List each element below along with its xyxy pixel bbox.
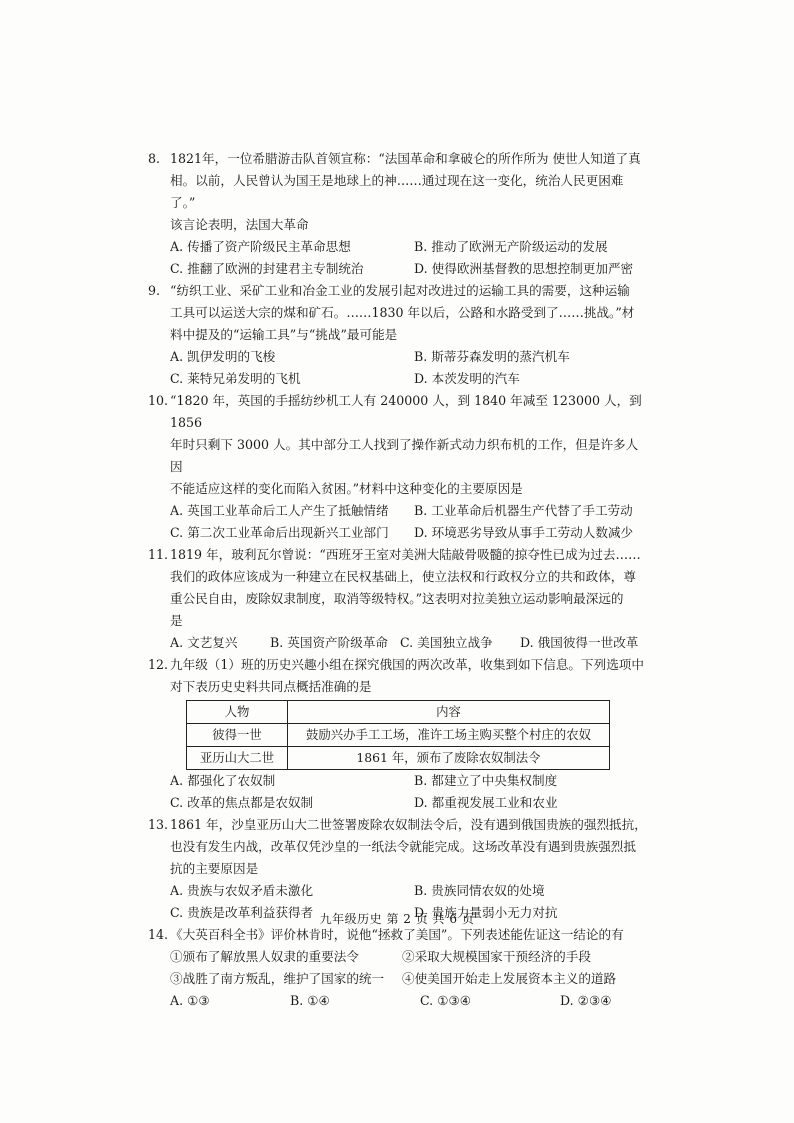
question-number: 14.: [148, 927, 169, 942]
question-text-line: 重公民自由，废除奴隶制度，取消等级特权。”这表明对拉美独立运动影响最深远的: [170, 591, 624, 606]
table-cell: 1861 年，颁布了废除农奴制法令: [288, 747, 610, 770]
question-text-line: 相。以前，人民曾认为国王是地球上的神……通过现在这一变化，统治人民更困难了。”: [170, 173, 624, 210]
table-header-cell: 内容: [288, 701, 610, 724]
question-text-line: 不能适应这样的变化而陷入贫困。”材料中这种变化的主要原因是: [170, 481, 523, 496]
question-number: 8.: [148, 151, 161, 166]
statement-group: [148, 946, 648, 990]
option-d: D. 都重视发展工业和农业: [414, 795, 558, 810]
option-b: B. 英国资产阶级革命: [270, 635, 389, 650]
option-d: D. ②③④: [560, 993, 612, 1008]
option-b: B. 推动了欧洲无产阶级运动的发展: [414, 239, 608, 254]
question-text: 1861 年，沙皇亚历山大二世签署废除农奴制法令后，没有遇到俄国贵族的强烈抵抗，: [170, 817, 647, 832]
question-9: [148, 280, 648, 390]
question-10: [148, 390, 648, 544]
statement-4: ④使美国开始走上发展资本主义的道路: [402, 971, 617, 986]
option-b: B. ①④: [290, 993, 330, 1008]
option-b: B. 都建立了中央集权制度: [414, 773, 558, 788]
option-a: A. 都强化了农奴制: [170, 773, 276, 788]
table-cell: 亚历山大二世: [187, 747, 288, 770]
question-text: 九年级（1）班的历史兴趣小组在探究俄国的两次改革，收集到如下信息。下列选项中: [170, 657, 644, 672]
option-a: A. 英国工业革命后工人产生了抵触情绪: [170, 503, 389, 518]
table-header-row: [187, 701, 610, 724]
question-12: [148, 654, 648, 814]
option-c: C. 美国独立战争: [400, 635, 493, 650]
option-c: C. ①③④: [420, 993, 472, 1008]
option-b: B. 工业革命后机器生产代替了手工劳动: [414, 503, 633, 518]
question-text-line: 该言论表明，法国大革命: [170, 217, 309, 232]
question-number: 12.: [148, 657, 169, 672]
question-text-line: 工具可以运送大宗的煤和矿石。……1830 年以后，公路和水路受到了……挑战。”材: [170, 305, 635, 320]
question-number: 9.: [148, 283, 161, 298]
option-d: D. 使得欧洲基督教的思想控制更加严密: [414, 261, 634, 276]
question-text: “纺织工业、采矿工业和冶金工业的发展引起对改进过的运输工具的需要，这种运输: [170, 283, 630, 298]
question-text-line: 也没有发生内战，改革仅凭沙皇的一纸法令就能完成。这场改革没有遇到贵族强烈抵: [170, 839, 636, 854]
question-number: 10.: [148, 393, 169, 408]
question-text-line: 我们的政体应该成为一种建立在民权基础上，使立法权和行政权分立的共和政体，尊: [170, 569, 636, 584]
question-text-line: 抗的主要原因是: [170, 861, 259, 876]
question-text-line: 料中提及的“运输工具”与“挑战”最可能是: [170, 327, 398, 342]
option-b: B. 贵族同情农奴的处境: [414, 883, 545, 898]
option-group: [148, 236, 648, 280]
option-a: A. ①③: [170, 993, 210, 1008]
option-a: A. 贵族与农奴矛盾未激化: [170, 883, 314, 898]
question-14: [148, 924, 648, 1012]
question-8: [148, 148, 648, 280]
option-d: D. 本茨发明的汽车: [414, 371, 520, 386]
statement-3: ③战胜了南方叛乱，维护了国家的统一: [170, 971, 385, 986]
question-text: “1820 年，英国的手摇纺纱机工人有 240000 人，到 1840 年减至 123000 人，到 1856: [170, 393, 642, 430]
option-group: [148, 500, 648, 544]
question-text-line: 是: [170, 613, 183, 628]
question-text-line: 年时只剩下 3000 人。其中部分工人找到了操作新式动力织布机的工作，但是许多人因: [170, 437, 639, 474]
statement-2: ②采取大规模国家干预经济的手段: [402, 949, 591, 964]
option-group: [148, 990, 648, 1012]
option-a: A. 凯伊发明的飞梭: [170, 349, 276, 364]
question-text: 1819 年，玻利瓦尔曾说：“西班牙王室对美洲大陆敲骨吸髓的掠夺性已成为过去……: [170, 547, 641, 562]
option-c: C. 改革的焦点都是农奴制: [170, 795, 314, 810]
question-13: [148, 814, 648, 924]
question-list: [148, 148, 648, 1012]
option-group: [148, 632, 648, 654]
question-11: [148, 544, 648, 654]
statement-1: ①颁布了解放黑人奴隶的重要法令: [170, 949, 359, 964]
option-d: D. 环境恶劣导致从事手工劳动人数减少: [414, 525, 634, 540]
table-row: [187, 724, 610, 747]
option-c: C. 贵族是改革利益获得者: [170, 905, 314, 920]
option-a: A. 传播了资产阶级民主革命思想: [170, 239, 351, 254]
option-c: C. 推翻了欧洲的封建君主专制统治: [170, 261, 364, 276]
question-number: 11.: [148, 547, 169, 562]
option-d: D. 俄国彼得一世改革: [520, 635, 639, 650]
table-cell: 彼得一世: [187, 724, 288, 747]
question-text-line: 对下表历史史料共同点概括准确的是: [170, 679, 372, 694]
option-group: [148, 770, 648, 814]
question-number: 13.: [148, 817, 169, 832]
table-cell: 鼓励兴办手工工场，准许工场主购买整个村庄的农奴: [288, 724, 610, 747]
option-c: C. 莱特兄弟发明的飞机: [170, 371, 301, 386]
option-c: C. 第二次工业革命后出现新兴工业部门: [170, 525, 389, 540]
option-group: [148, 346, 648, 390]
question-text: 《大英百科全书》评价林肯时，说他“拯救了美国”。下列表述能佐证这一结论的有: [170, 927, 624, 942]
question-text: 1821年，一位希腊游击队首领宣称：“法国革命和拿破仑的所作所为 使世人知道了真: [170, 151, 641, 166]
option-b: B. 斯蒂芬森发明的蒸汽机车: [414, 349, 570, 364]
option-d: D. 贵族力量弱小无力对抗: [414, 905, 558, 920]
table-header-cell: 人物: [187, 701, 288, 724]
table-row: [187, 747, 610, 770]
history-table: [186, 700, 610, 770]
option-a: A. 文艺复兴: [170, 635, 238, 650]
page-footer: 九年级历史 第 2 页 共 6 页: [319, 912, 475, 926]
